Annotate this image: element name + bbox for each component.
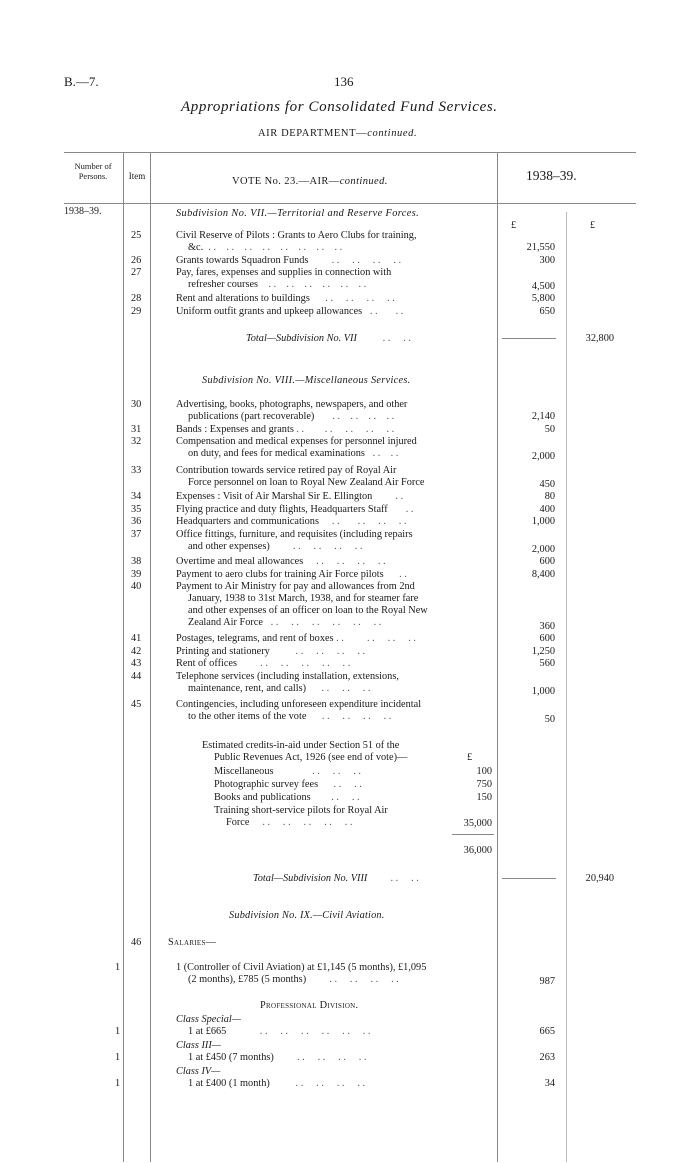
line-item-amount: 987 — [539, 976, 555, 987]
line-item-amount: 665 — [539, 1026, 555, 1037]
line-item-text: Payment to aero clubs for training Air Force pilots . . — [176, 569, 407, 580]
item-number: 36 — [131, 516, 142, 527]
line-item-amount: 2,000 — [531, 544, 555, 555]
item-number: 33 — [131, 465, 142, 476]
line-item-text: 1 at £665 . . . . . . . . . . . . — [188, 1026, 371, 1037]
item-number: 31 — [131, 424, 142, 435]
line-item-amount: 560 — [539, 658, 555, 669]
line-item-amount: 80 — [544, 491, 555, 502]
persons-count: 1 — [115, 1052, 121, 1063]
item-number: 42 — [131, 646, 142, 657]
salaries-heading: Salaries— — [168, 937, 217, 948]
persons-column-header: Number of Persons. — [74, 161, 112, 181]
item-number: 34 — [131, 491, 142, 502]
pound-sign-total: £ — [590, 220, 596, 231]
subtotal-rule — [502, 338, 556, 339]
page-number: 136 — [334, 74, 354, 89]
line-item-text: Pay, fares, expenses and supplies in connection with — [176, 267, 392, 278]
page-title: Appropriations for Consolidated Fund Services. — [181, 99, 498, 115]
subdivision-8-total-label: Total—Subdivision No. VIII . . . . — [253, 873, 419, 884]
credit-item-amount: 100 — [476, 766, 492, 777]
subdivision-7-total: 32,800 — [585, 333, 614, 344]
line-item-text: maintenance, rent, and calls) . . . . . . — [188, 683, 371, 694]
subdivision-7-total-label: Total—Subdivision No. VII . . . . — [246, 333, 411, 344]
line-item-text: Force personnel on loan to Royal New Zealand Air Force — [188, 477, 425, 488]
line-item-text: January, 1938 to 31st March, 1938, and for steamer fare — [188, 593, 419, 604]
item-number: 25 — [131, 230, 142, 241]
line-item-amount: 400 — [539, 504, 555, 515]
line-item-text: Contribution towards service retired pay of Royal Air — [176, 465, 397, 476]
line-item-text: refresher courses . . . . . . . . . . . . — [188, 279, 367, 290]
line-item-text: Rent of offices . . . . . . . . . . — [176, 658, 351, 669]
line-item-text: Telephone services (including installation, extensions, — [176, 671, 399, 682]
line-item-text: Flying practice and duty flights, Headquarters Staff . . — [176, 504, 414, 515]
line-item-amount: 1,000 — [531, 516, 555, 527]
line-item-amount: 50 — [544, 424, 555, 435]
item-number: 41 — [131, 633, 142, 644]
credit-item-label: Training short-service pilots for Royal Air — [214, 805, 388, 816]
line-item-text: Bands : Expenses and grants . . . . . . . . . . — [176, 424, 395, 435]
line-item-amount: 34 — [544, 1078, 555, 1089]
persons-count: 1 — [115, 1078, 121, 1089]
line-item-text: Zealand Air Force . . . . . . . . . . . . — [188, 617, 382, 628]
credit-item-label: Photographic survey fees . . . . — [214, 779, 362, 790]
item-number: 32 — [131, 436, 142, 447]
item-number: 28 — [131, 293, 142, 304]
line-item-text: 1 at £400 (1 month) . . . . . . . . — [188, 1078, 366, 1089]
line-item-amount: 360 — [539, 621, 555, 632]
item-number: 35 — [131, 504, 142, 515]
department-heading: AIR DEPARTMENT—continued. — [258, 128, 418, 139]
line-item-amount: 600 — [539, 633, 555, 644]
line-item-amount: 2,140 — [531, 411, 555, 422]
item-number: 27 — [131, 267, 142, 278]
line-item-text: Printing and stationery . . . . . . . . — [176, 646, 366, 657]
line-item-amount: 1,000 — [531, 686, 555, 697]
line-item-text: Uniform outfit grants and upkeep allowances . . . . — [176, 306, 404, 317]
pound-sign-amount: £ — [511, 220, 517, 231]
line-item-text: Contingencies, including unforeseen expenditure incidental — [176, 699, 422, 710]
line-item-amount: 263 — [539, 1052, 555, 1063]
item-number: 44 — [131, 671, 142, 682]
class-heading: Class IV— — [176, 1066, 221, 1077]
amount-column-rule — [497, 152, 498, 1162]
persons-count: 1 — [115, 962, 121, 973]
line-item-amount: 600 — [539, 556, 555, 567]
class-heading: Class Special— — [176, 1014, 241, 1025]
page-reference: B.—7. — [64, 74, 99, 89]
line-item-text: Grants towards Squadron Funds . . . . . . . . — [176, 255, 402, 266]
year-left-label: 1938–39. — [64, 206, 102, 217]
line-item-text: Expenses : Visit of Air Marshal Sir E. Ellington . . — [176, 491, 404, 502]
credit-item-amount: 35,000 — [463, 818, 492, 829]
line-item-text: Payment to Air Ministry for pay and allowances from 2nd — [176, 581, 415, 592]
persons-count: 1 — [115, 1026, 121, 1037]
item-number: 37 — [131, 529, 142, 540]
line-item-text: publications (part recoverable) . . . . . . . . — [188, 411, 395, 422]
subdivision-9-title: Subdivision No. IX.—Civil Aviation. — [229, 910, 385, 921]
item-number: 43 — [131, 658, 142, 669]
item-number: 26 — [131, 255, 142, 266]
item-number: 39 — [131, 569, 142, 580]
line-item-text: &c. . . . . . . . . . . . . . . . . — [188, 242, 343, 253]
line-item-text: and other expenses) . . . . . . . . — [188, 541, 363, 552]
item-column-header: Item — [128, 171, 146, 181]
class-heading: Class III— — [176, 1040, 221, 1051]
line-item-text: (2 months), £785 (5 months) . . . . . . . . — [188, 974, 399, 985]
item-number: 46 — [131, 937, 142, 948]
year-heading: 1938–39. — [526, 168, 577, 183]
credits-total: 36,000 — [463, 845, 492, 856]
credit-item-label: Books and publications . . . . — [214, 792, 360, 803]
item-number: 45 — [131, 699, 142, 710]
line-item-text: on duty, and fees for medical examinations . . . . — [188, 448, 399, 459]
line-item-text: Overtime and meal allowances . . . . . . . . — [176, 556, 386, 567]
subtotal-rule — [502, 878, 556, 879]
item-number: 38 — [131, 556, 142, 567]
persons-column-rule — [123, 152, 124, 1162]
credit-item-label: Miscellaneous . . . . . . — [214, 766, 362, 777]
line-item-amount: 50 — [544, 714, 555, 725]
subdivision-7-title: Subdivision No. VII.—Territorial and Reserve Forces. — [176, 208, 420, 219]
line-item-text: 1 (Controller of Civil Aviation) at £1,145 (5 months), £1,095 — [176, 962, 427, 973]
line-item-text: Civil Reserve of Pilots : Grants to Aero Clubs for training, — [176, 230, 417, 241]
subtotal-column-rule — [566, 212, 567, 1162]
credit-item-amount: 150 — [476, 792, 492, 803]
credits-heading: Public Revenues Act, 1926 (see end of vote)— — [214, 752, 408, 763]
credits-pound-sign: £ — [467, 752, 473, 763]
credit-item-label: Force . . . . . . . . . . — [226, 817, 353, 828]
line-item-amount: 650 — [539, 306, 555, 317]
line-item-amount: 300 — [539, 255, 555, 266]
credit-item-amount: 750 — [476, 779, 492, 790]
line-item-amount: 5,800 — [531, 293, 555, 304]
vote-heading: VOTE No. 23.—AIR—continued. — [232, 176, 388, 187]
item-column-rule — [150, 152, 151, 1162]
line-item-text: Headquarters and communications . . . . . . . . — [176, 516, 407, 527]
line-item-amount: 450 — [539, 479, 555, 490]
line-item-amount: 21,550 — [526, 242, 555, 253]
line-item-amount: 2,000 — [531, 451, 555, 462]
line-item-text: and other expenses of an officer on loan to the Royal New — [188, 605, 428, 616]
line-item-text: Postages, telegrams, and rent of boxes . . . . . . . . — [176, 633, 416, 644]
item-number: 30 — [131, 399, 142, 410]
item-number: 40 — [131, 581, 142, 592]
division-heading: Professional Division. — [260, 1000, 359, 1011]
item-number: 29 — [131, 306, 142, 317]
line-item-amount: 1,250 — [531, 646, 555, 657]
line-item-text: Compensation and medical expenses for personnel injured — [176, 436, 417, 447]
subdivision-8-total: 20,940 — [585, 873, 614, 884]
line-item-amount: 8,400 — [531, 569, 555, 580]
line-item-text: to the other items of the vote . . . . . . . . — [188, 711, 392, 722]
line-item-text: 1 at £450 (7 months) . . . . . . . . — [188, 1052, 367, 1063]
line-item-amount: 4,500 — [531, 281, 555, 292]
credits-sum-rule — [452, 834, 494, 835]
credits-heading: Estimated credits-in-aid under Section 51 of the — [202, 740, 400, 751]
subdivision-8-title: Subdivision No. VIII.—Miscellaneous Services. — [202, 375, 411, 386]
line-item-text: Advertising, books, photographs, newspapers, and other — [176, 399, 408, 410]
line-item-text: Rent and alterations to buildings . . . . . . . . — [176, 293, 395, 304]
line-item-text: Office fittings, furniture, and requisites (including repairs — [176, 529, 413, 540]
